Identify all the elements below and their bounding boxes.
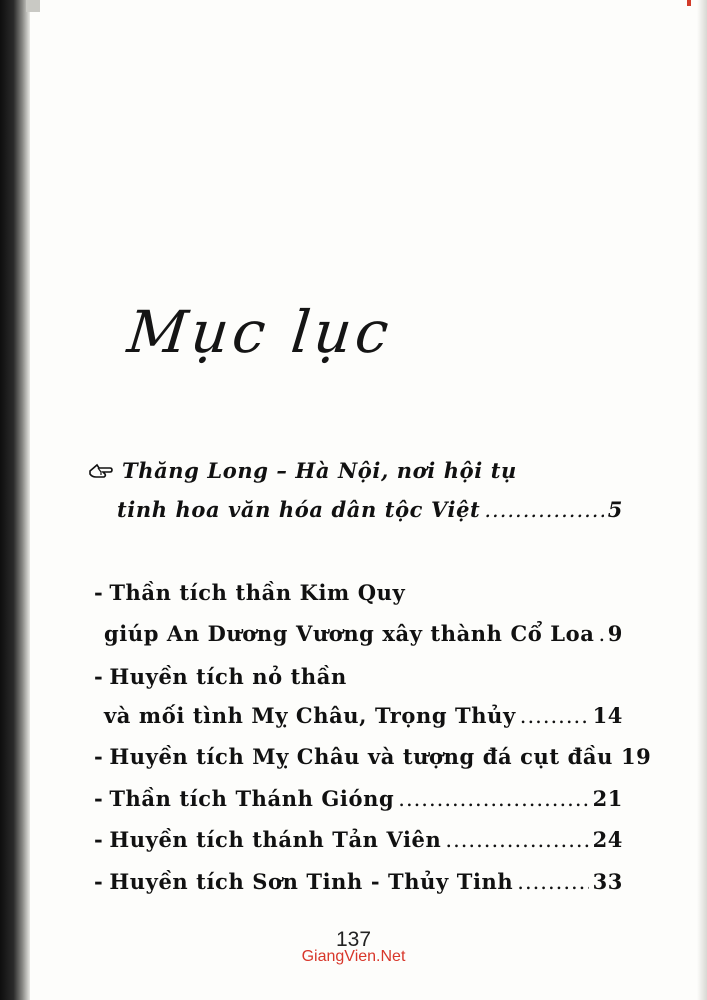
dot-leader	[517, 870, 588, 894]
toc-entry-2-page: 14	[592, 703, 623, 728]
toc-intro-page: 5	[607, 497, 623, 522]
toc-entry-1-title-cont: giúp An Dương Vương xây thành Cổ Loa	[104, 621, 595, 646]
entry-dash: -	[94, 786, 104, 811]
toc-entry-2-title-cont: và mối tình Mỵ Châu, Trọng Thủy	[104, 703, 516, 728]
scan-edge-red-mark	[687, 0, 691, 6]
toc-entry-4[interactable]	[0, 786, 707, 820]
toc-entry-1-title: Thần tích thần Kim Quy	[109, 580, 406, 605]
scan-edge-mark	[26, 0, 40, 12]
toc-entry-6-title: Huyền tích Sơn Tinh - Thủy Tinh	[109, 869, 514, 894]
toc-intro-text2: tinh hoa văn hóa dân tộc Việt	[117, 497, 481, 522]
toc-intro-line2[interactable]	[0, 497, 707, 531]
toc-entry-5-page: 24	[592, 827, 623, 852]
dot-leader	[445, 828, 588, 852]
dot-leader	[398, 787, 588, 811]
toc-entry-1-line2[interactable]	[0, 621, 707, 655]
dot-leader	[484, 498, 603, 522]
toc-entry-6-page: 33	[592, 869, 623, 894]
toc-entry-5[interactable]	[0, 827, 707, 861]
entry-dash: -	[94, 580, 104, 605]
dot-leader	[520, 704, 589, 728]
entry-dash: -	[94, 664, 104, 689]
toc-entry-6[interactable]	[0, 869, 707, 903]
watermark: GiangVien.Net	[301, 948, 406, 965]
toc-entry-1-line1[interactable]	[0, 580, 707, 614]
toc-entry-1-page: 9	[607, 621, 623, 646]
page-title: Mục lục	[124, 298, 396, 366]
page-number: 137	[335, 928, 372, 951]
toc-entry-5-title: Huyền tích thánh Tản Viên	[109, 827, 442, 852]
toc-entry-3-page: 19	[620, 744, 652, 769]
toc-entry-4-title: Thần tích Thánh Gióng	[109, 786, 395, 811]
toc-entry-3-title: Huyền tích Mỵ Châu và tượng đá cụt đầu	[109, 744, 613, 769]
toc-entry-3[interactable]	[0, 744, 707, 778]
dot-leader	[598, 622, 603, 646]
entry-dash: -	[94, 827, 104, 852]
toc-entry-2-line1[interactable]	[0, 664, 707, 698]
toc-entry-4-page: 21	[592, 786, 623, 811]
toc-entry-2-title: Huyền tích nỏ thần	[109, 664, 347, 689]
pointing-hand-icon	[88, 459, 114, 481]
toc-intro-line1[interactable]	[0, 456, 707, 490]
entry-dash: -	[94, 869, 104, 894]
toc-intro-text1: Thăng Long – Hà Nội, nơi hội tụ	[122, 458, 517, 483]
entry-dash: -	[94, 744, 104, 769]
toc-entry-2-line2[interactable]	[0, 703, 707, 737]
